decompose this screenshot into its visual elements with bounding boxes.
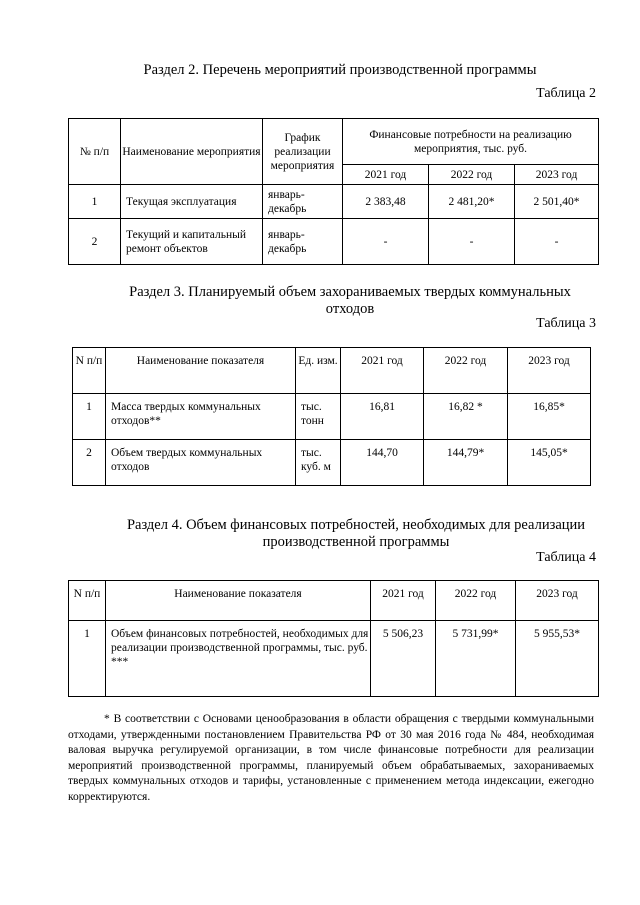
cell-schedule: январь-декабрь bbox=[263, 185, 343, 219]
cell-num: 1 bbox=[69, 185, 121, 219]
cell-name: Объем финансовых потребностей, необходимых для реализации производственной программы, тыс. руб. *** bbox=[106, 621, 371, 697]
table-2 bbox=[68, 118, 599, 265]
cell-value: 2 481,20* bbox=[429, 185, 515, 219]
cell-value: - bbox=[515, 219, 599, 265]
cell-name: Масса твердых коммунальных отходов** bbox=[106, 394, 296, 440]
table-row bbox=[69, 219, 599, 265]
cell-num: 2 bbox=[69, 219, 121, 265]
cell-schedule: январь-декабрь bbox=[263, 219, 343, 265]
cell-value: 16,85* bbox=[508, 394, 591, 440]
t2-header-year: 2023 год bbox=[515, 165, 599, 185]
section2-table-label: Таблица 2 bbox=[536, 86, 596, 101]
table-row bbox=[73, 394, 591, 440]
section2-title: Раздел 2. Перечень мероприятий производственной программы bbox=[143, 62, 537, 78]
t3-header-num: N п/п bbox=[73, 348, 106, 394]
table-row bbox=[73, 440, 591, 486]
cell-num: 2 bbox=[73, 440, 106, 486]
t3-header-unit: Ед. изм. bbox=[296, 348, 341, 394]
cell-name: Объем твердых коммунальных отходов bbox=[106, 440, 296, 486]
cell-num: 1 bbox=[73, 394, 106, 440]
cell-value: 2 383,48 bbox=[343, 185, 429, 219]
cell-value: 16,81 bbox=[341, 394, 424, 440]
cell-value: - bbox=[343, 219, 429, 265]
t4-header-name: Наименование показателя bbox=[106, 581, 371, 621]
cell-value: 2 501,40* bbox=[515, 185, 599, 219]
t4-header-year: 2021 год bbox=[371, 581, 436, 621]
t4-header-year: 2022 год bbox=[436, 581, 516, 621]
cell-value: 5 731,99* bbox=[436, 621, 516, 697]
section4-title: Раздел 4. Объем финансовых потребностей, необходимых для реализации производственной программы bbox=[126, 517, 586, 550]
cell-unit: тыс. тонн bbox=[296, 394, 341, 440]
cell-unit: тыс. куб. м bbox=[296, 440, 341, 486]
t2-header-year: 2021 год bbox=[343, 165, 429, 185]
t2-header-schedule: График реализации мероприятия bbox=[263, 119, 343, 185]
cell-value: 16,82 * bbox=[424, 394, 508, 440]
cell-value: 144,79* bbox=[424, 440, 508, 486]
table-3 bbox=[72, 347, 591, 486]
t2-header-finance: Финансовые потребности на реализацию мероприятия, тыс. руб. bbox=[343, 119, 599, 165]
cell-name: Текущий и капитальный ремонт объектов bbox=[121, 219, 263, 265]
footnote-text: * В соответствии с Основами ценообразования в области обращения с твердыми коммунальными отходами, утвержденными постановлением Правительства РФ от 30 мая 2016 года № 484, необходимая валовая выручка регулируемой организации, в том числе финансовые потребности для реализации мероприятий производственной программы, планируемый объем обрабатываемых, захораниваемых твердых коммунальных отходов и тарифы, установленные с применением метода индексации, ежегодно корректируются. bbox=[68, 713, 594, 803]
cell-name: Текущая эксплуатация bbox=[121, 185, 263, 219]
table-row bbox=[69, 185, 599, 219]
cell-num: 1 bbox=[69, 621, 106, 697]
t3-header-name: Наименование показателя bbox=[106, 348, 296, 394]
footnote bbox=[68, 712, 594, 805]
t2-header-num: № п/п bbox=[69, 119, 121, 185]
cell-value: 5 955,53* bbox=[516, 621, 599, 697]
t3-header-year: 2023 год bbox=[508, 348, 591, 394]
t2-header-year: 2022 год bbox=[429, 165, 515, 185]
t4-header-year: 2023 год bbox=[516, 581, 599, 621]
table-row bbox=[69, 621, 599, 697]
table-4 bbox=[68, 580, 599, 697]
cell-value: 144,70 bbox=[341, 440, 424, 486]
section4-table-label: Таблица 4 bbox=[536, 550, 596, 565]
section3-title: Раздел 3. Планируемый объем захораниваемых твердых коммунальных отходов bbox=[129, 284, 571, 317]
cell-value: 5 506,23 bbox=[371, 621, 436, 697]
t2-header-name: Наименование мероприятия bbox=[121, 119, 263, 185]
t3-header-year: 2022 год bbox=[424, 348, 508, 394]
section3-table-label: Таблица 3 bbox=[536, 316, 596, 331]
cell-value: - bbox=[429, 219, 515, 265]
t4-header-num: N п/п bbox=[69, 581, 106, 621]
cell-value: 145,05* bbox=[508, 440, 591, 486]
t3-header-year: 2021 год bbox=[341, 348, 424, 394]
